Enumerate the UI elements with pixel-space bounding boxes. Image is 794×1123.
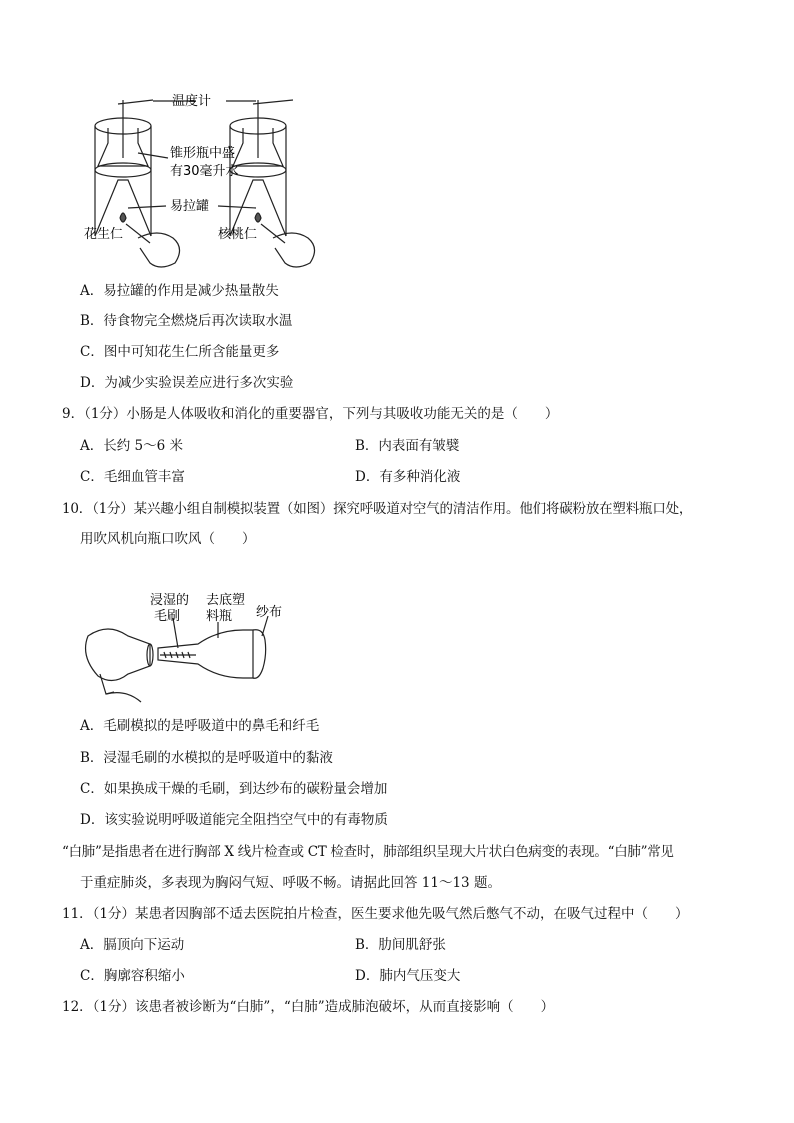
respiratory-model-figure (78, 586, 298, 706)
q9-option-b (355, 436, 459, 456)
option-letter: B． (80, 313, 104, 329)
option-letter: C． (80, 344, 104, 360)
option-letter: B． (80, 750, 104, 766)
option-text: 该实验说明呼吸道能完全阻挡空气中的有毒物质 (104, 812, 388, 828)
option-letter: A． (80, 283, 104, 299)
option-text: 浸湿毛刷的水模拟的是呼吸道中的黏液 (103, 750, 333, 766)
label-brush-line2: 毛刷 (154, 609, 181, 624)
q9-option-c (80, 467, 185, 487)
label-can: 易拉罐 (170, 199, 210, 214)
passage-line1: “白肺”是指患者在进行胸部 X 线片检查或 CT 检查时，肺部组织呈现大片状白色病变的表现。“白肺”常见 (62, 844, 674, 860)
label-bottle-line1: 去底塑 (206, 593, 246, 608)
q11-option-a (80, 935, 184, 955)
q10-option-a (80, 716, 319, 736)
q9-stem: 9．（1分）小肠是人体吸收和消化的重要器官，下列与其吸收功能无关的是（ ） (62, 406, 559, 422)
option-letter: D． (355, 469, 380, 485)
option-text: 内表面有皱襞 (378, 438, 460, 454)
label-brush-line1: 浸湿的 (150, 593, 190, 608)
option-text: 毛刷模拟的是呼吸道中的鼻毛和纤毛 (103, 718, 320, 734)
option-letter: B． (355, 937, 379, 953)
q9-option-a (80, 436, 183, 456)
option-letter: B． (355, 438, 379, 454)
q8-option-a (80, 281, 279, 301)
option-text: 易拉罐的作用是减少热量散失 (103, 283, 279, 299)
option-letter: D． (80, 812, 105, 828)
option-letter: C． (80, 968, 104, 984)
label-peanut: 花生仁 (84, 227, 124, 242)
q10-option-c (80, 779, 387, 799)
option-text: 图中可知花生仁所含能量更多 (103, 344, 280, 360)
label-flask-line2: 有30毫升水 (170, 164, 239, 179)
option-text: 肋间肌舒张 (378, 937, 446, 953)
label-walnut: 核桃仁 (218, 227, 258, 242)
option-text: 膈顶向下运动 (103, 937, 185, 953)
q11-option-d (355, 966, 460, 986)
q11-option-c (80, 966, 185, 986)
option-letter: D． (355, 968, 380, 984)
q8-option-c (80, 342, 279, 362)
food-energy-experiment-figure (78, 88, 338, 273)
label-thermometer: 温度计 (172, 94, 212, 109)
option-text: 肺内气压变大 (379, 968, 461, 984)
option-letter: C． (80, 469, 104, 485)
q10-option-d (80, 810, 388, 830)
option-letter: A． (80, 937, 104, 953)
q11-option-b (355, 935, 446, 955)
option-text: 如果换成干燥的毛刷，到达纱布的碳粉量会增加 (103, 781, 388, 797)
option-letter: C． (80, 781, 104, 797)
label-gauze: 纱布 (256, 605, 283, 620)
passage-line2: 于重症肺炎，多表现为胸闷气短、呼吸不畅。请据此回答 11～13 题。 (80, 875, 501, 891)
option-letter: A． (80, 438, 104, 454)
option-text: 长约 5～6 米 (103, 438, 184, 454)
option-text: 胸廓容积缩小 (103, 968, 185, 984)
q12-stem: 12．（1分）该患者被诊断为“白肺”，“白肺”造成肺泡破坏，从而直接影响（ ） (62, 999, 555, 1015)
q8-option-d (80, 373, 293, 393)
q10-stem-line1: 10．（1分）某兴趣小组自制模拟装置（如图）探究呼吸道对空气的清洁作用。他们将碳粉放在塑料瓶口处， (62, 501, 693, 517)
option-letter: D． (80, 375, 105, 391)
option-text: 待食物完全燃烧后再次读取水温 (103, 313, 293, 329)
label-flask-line1: 锥形瓶中盛 (170, 146, 236, 161)
q8-option-b (80, 311, 292, 331)
q10-stem-line2: 用吹风机向瓶口吹风（ ） (80, 531, 256, 547)
option-text: 有多种消化液 (379, 469, 461, 485)
q11-stem: 11．（1分）某患者因胸部不适去医院拍片检查，医生要求他先吸气然后憋气不动，在吸气过程中（ ） (62, 906, 689, 922)
option-text: 毛细血管丰富 (103, 469, 185, 485)
q9-option-d (355, 467, 460, 487)
label-bottle-line2: 料瓶 (206, 609, 233, 624)
option-letter: A． (80, 718, 104, 734)
q10-option-b (80, 748, 333, 768)
option-text: 为减少实验误差应进行多次实验 (104, 375, 294, 391)
